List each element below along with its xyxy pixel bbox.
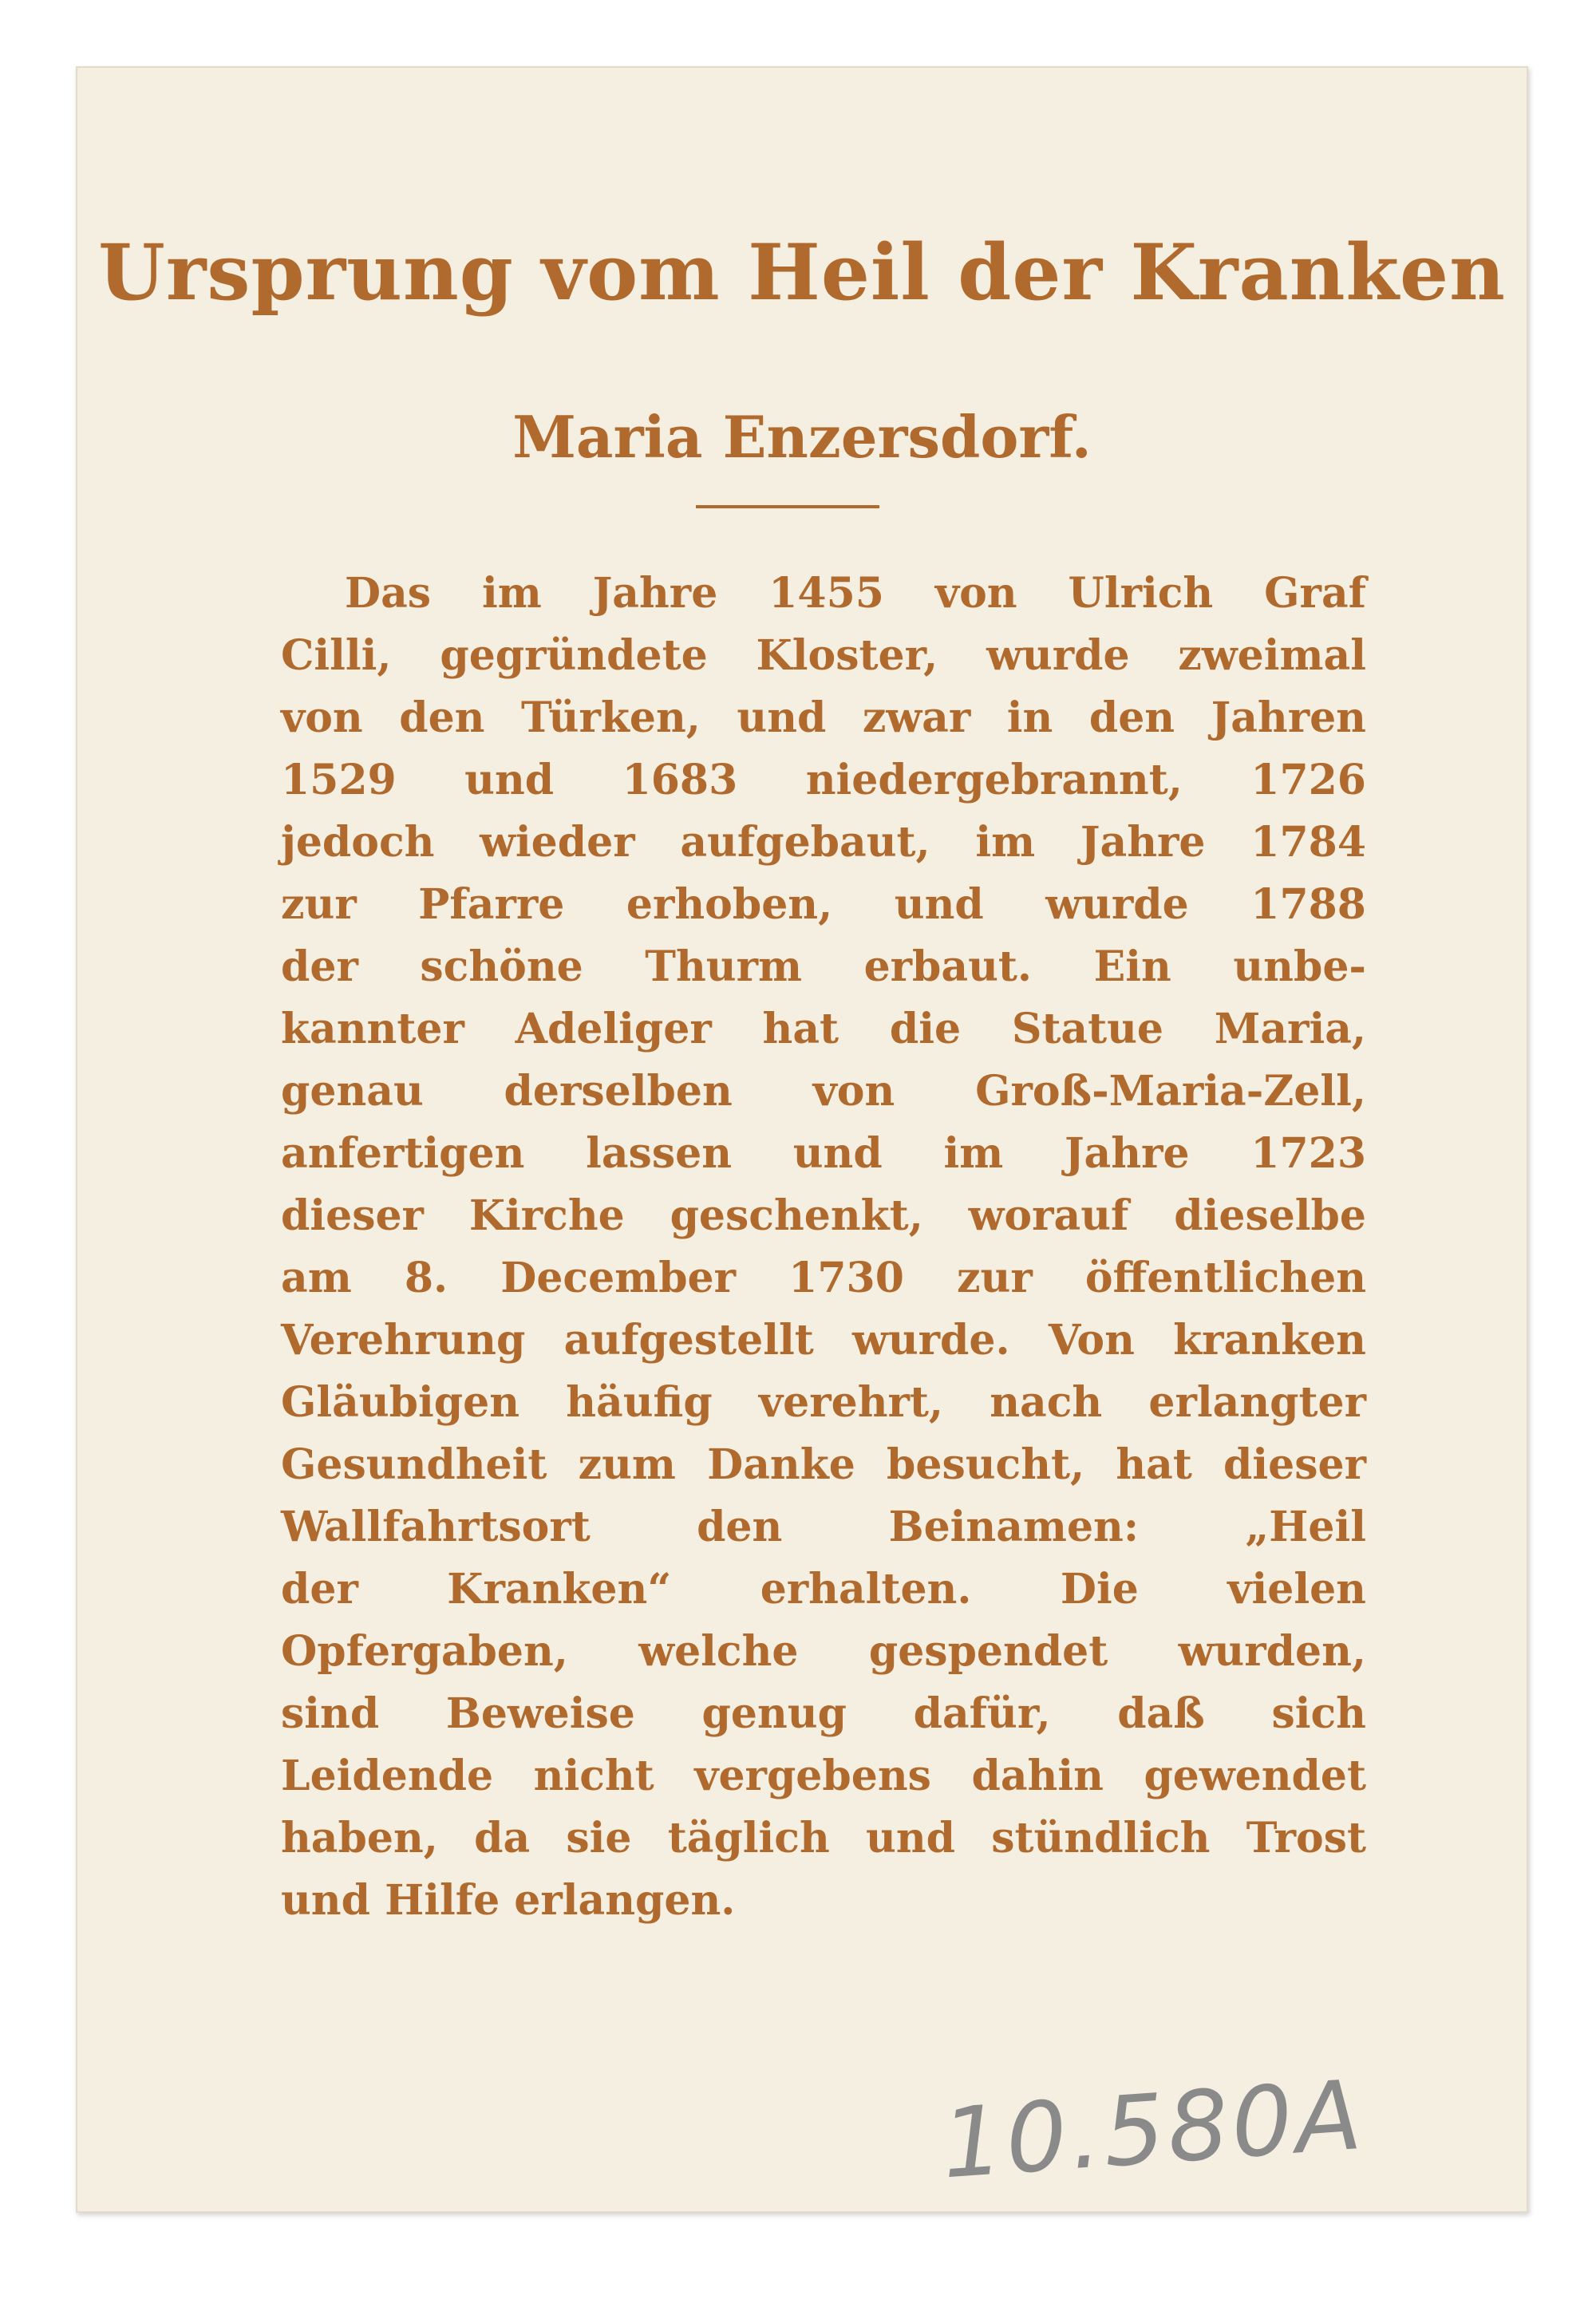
text-line: und Hilfe erlangen. <box>281 1876 736 1925</box>
card-subtitle: Maria Enzersdorf. <box>512 403 1092 471</box>
holy-card-back <box>76 66 1528 2213</box>
card-title: Ursprung vom Heil der Kranken <box>98 227 1506 318</box>
text-line: der Kranken“ erhalten. Die vielen <box>281 1565 1366 1614</box>
text-line: von den Türken, und zwar in den Jahren <box>281 693 1366 742</box>
text-line: sind Beweise genug dafür, daß sich <box>281 1689 1366 1738</box>
text-line: am 8. December 1730 zur öffentlichen <box>281 1254 1366 1302</box>
text-line: Leidende nicht vergebens dahin gewendet <box>281 1752 1366 1800</box>
text-line: Opfergaben, welche gespendet wurden, <box>281 1627 1366 1676</box>
text-line: kannter Adeliger hat die Statue Maria, <box>281 1005 1366 1053</box>
text-line: zur Pfarre erhoben, und wurde 1788 <box>281 880 1366 929</box>
text-line: Cilli, gegründete Kloster, wurde zweimal <box>281 631 1366 680</box>
body-text <box>281 563 1366 1932</box>
text-line: Verehrung aufgestellt wurde. Von kranken <box>281 1316 1366 1365</box>
text-line: anfertigen lassen und im Jahre 1723 <box>281 1129 1366 1178</box>
text-line: haben, da sie täglich und stündlich Trost <box>281 1814 1366 1863</box>
text-line: Das im Jahre 1455 von Ulrich Graf <box>345 569 1366 618</box>
title-divider <box>696 505 879 508</box>
text-line: Wallfahrtsort den Beinamen: „Heil <box>281 1503 1366 1551</box>
text-line: genau derselben von Groß-Maria-Zell, <box>281 1067 1366 1116</box>
text-line: 1529 und 1683 niedergebrannt, 1726 <box>281 756 1366 804</box>
text-line: Gesundheit zum Danke besucht, hat dieser <box>281 1440 1366 1489</box>
text-line: jedoch wieder aufgebaut, im Jahre 1784 <box>281 818 1366 867</box>
text-line: Gläubigen häufig verehrt, nach erlangter <box>281 1378 1366 1427</box>
pencil-inventory-number: 10.580A <box>938 2060 1369 2201</box>
text-line: der schöne Thurm erbaut. Ein unbe- <box>281 942 1366 991</box>
text-line: dieser Kirche geschenkt, worauf dieselbe <box>281 1191 1366 1240</box>
